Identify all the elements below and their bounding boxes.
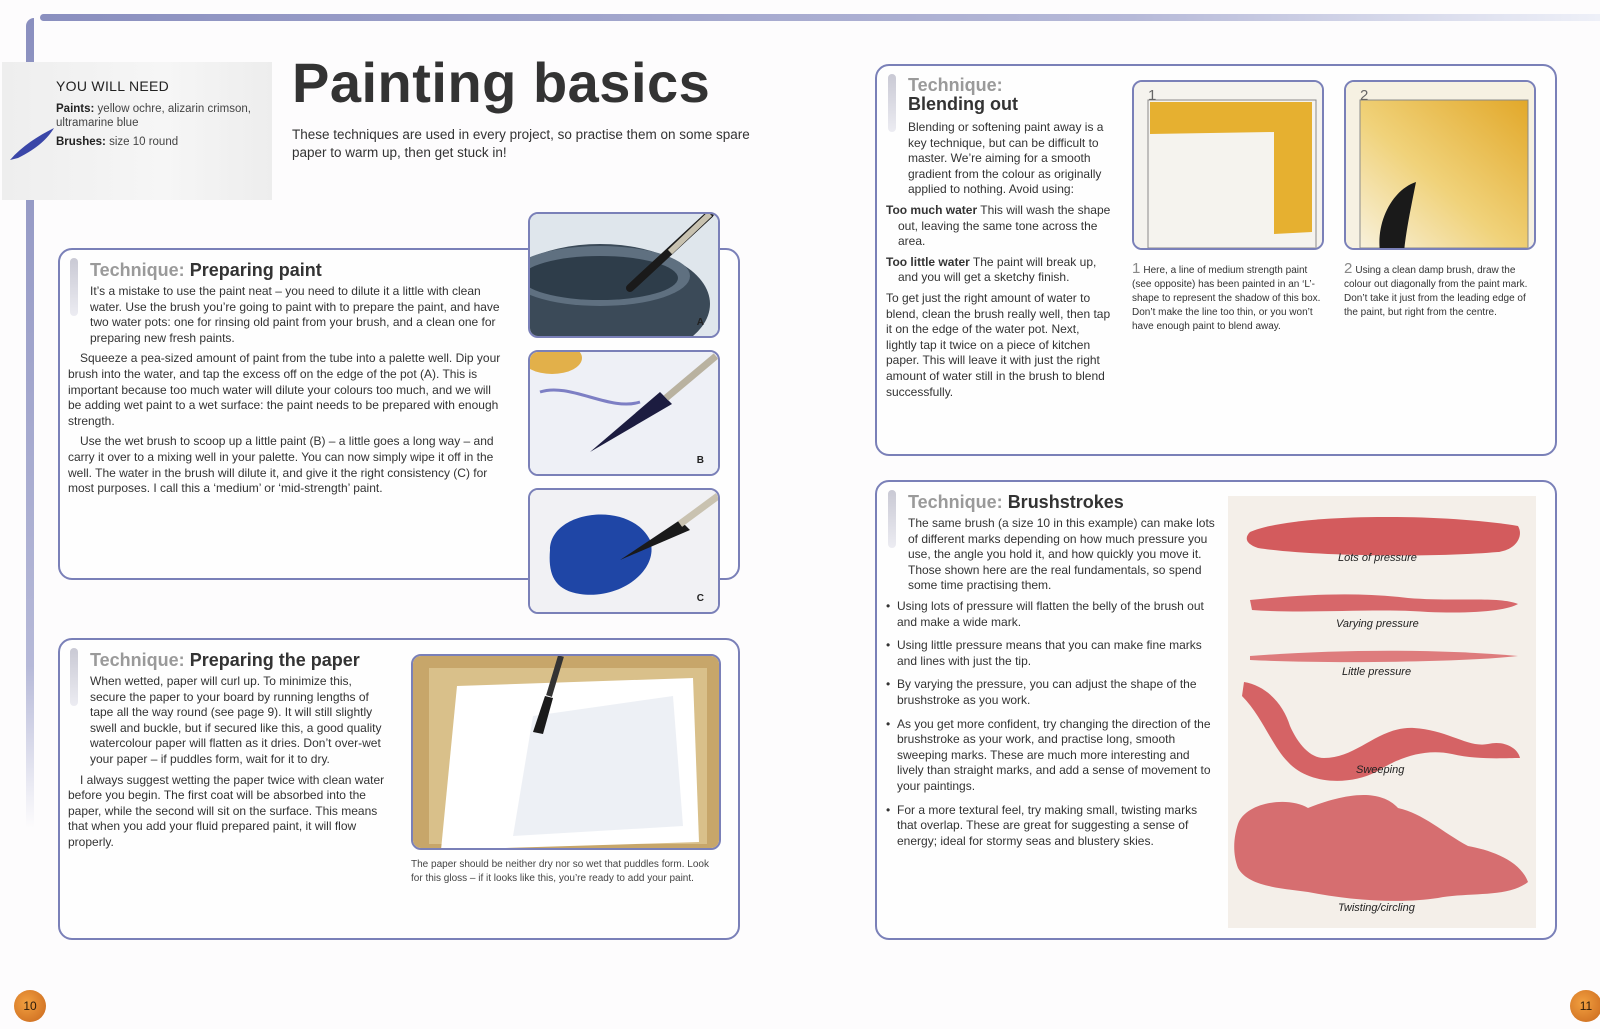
stroke-label: Varying pressure <box>1336 618 1419 630</box>
you-will-need-title: YOU WILL NEED <box>56 78 170 94</box>
photo-label-c: C <box>696 593 704 604</box>
brushstrokes-title: Technique: Brushstrokes <box>908 492 1124 512</box>
page-number-right: 11 <box>1570 990 1600 1022</box>
blend-step-2-image <box>1344 80 1536 250</box>
svg-text:1: 1 <box>1148 87 1157 104</box>
blend-step-2-caption: 2 Using a clean damp brush, draw the colour out diagonally from the paint mark. Don’t take it just from the leading edge of the paint, but right from the centre. <box>1344 260 1528 318</box>
brushstrokes-body: The same brush (a size 10 in this example) can make lots of different marks depending on how much pressure you use, the angle you hold it, and how quickly you move it. Those shown here are the real fundamentals, so spend some time practising them. • Using lots of pressure will flatten the belly of the brush out and make a wide mark. • Using little pressure means that you can make fine marks and lines with just the tip. • By varying the pressure, you can adjust the shape of the brushstroke as you work. • As you get more confident, try changing the direction of the brushstroke as your work, and practise long, smooth sweeping marks. These are much more interesting and lively than straight marks, and add a sense of movement to your paintings. • For a more textural feel, try making small, twisting marks that overlap. These are great for suggesting a sense of energy; ideal for stormy seas and blustery skies. <box>886 516 1216 857</box>
preparing-paper-title: Technique: Preparing the paper <box>90 650 360 670</box>
blended-paint-image <box>1346 82 1536 250</box>
list-item: • As you get more confident, try changing the direction of the brushstroke as your work, and practise long, smooth sweeping marks. These are much more interesting and lively than straight marks, and add a sense of movement to your paintings. <box>886 717 1216 795</box>
preparing-paper-body: When wetted, paper will curl up. To minimize this, secure the paper to your board by running lengths of tape all the way round (see page 9). It will still slightly swell and buckle, but if secured like this, a good quality watercolour paper will flatten as it dries. Don’t over-wet your paper – if puddles form, wait for it to dry. I always suggest wetting the paper twice with clean water before you begin. The first coat will be absorbed into the paper, while the second will sit on the surface. This means that when you add your fluid prepared paint, it will flow properly. <box>68 674 385 849</box>
paper-photo-caption: The paper should be neither dry nor so wet that puddles form. Look for this gloss – if it looks like this, you’re ready to add your paint. <box>411 859 709 884</box>
preparing-paint-body: It’s a mistake to use the paint neat – you need to dilute it a little with clean water. Use the brush you’re going to paint with to prepare the paint, and have two water pots: one for rinsing old paint from your brush, and a clean one for preparing new fresh paints. Squeeze a pea-sized amount of paint from the tube into a palette well. Dip your brush into the water, and tap the excess off on the edge of the pot (A). This is important because too much water will dilute your colours too much, and we will be adding wet paint to a wet surface: the paint needs to be prepared with enough strength. Use the wet brush to scoop up a little paint (B) – a little goes a long way – and carry it over to a mixing well in your palette. You can now simply wipe it off in the well. The water in the brush will dilute it, and give it the right consistency (C) for most purposes. I call this a ‘medium’ or ‘mid-strength’ paint. <box>68 284 501 496</box>
photo-label-a: A <box>696 317 704 328</box>
brush-loading-photo <box>530 352 720 476</box>
l-shape-paint-image <box>1134 82 1324 250</box>
photo-a <box>528 212 720 338</box>
photo-c <box>528 488 720 614</box>
stroke-label: Little pressure <box>1342 666 1412 678</box>
blend-step-1-caption: 1 Here, a line of medium strength paint (see opposite) has been painted in an ‘L’-shape to represent the shadow of this box. Don’t make the line too thin, or you won’t have enough paint to blend away. <box>1132 260 1321 332</box>
paper-board-photo <box>413 656 721 850</box>
top-border-rule <box>40 14 1600 21</box>
photo-b <box>528 350 720 476</box>
list-item: • By varying the pressure, you can adjust the shape of the brushstroke as you work. <box>886 677 1216 708</box>
wet-paper-photo <box>411 654 721 850</box>
stroke-label: Lots of pressure <box>1338 552 1417 564</box>
list-item: • For a more textural feel, try making small, twisting marks that overlap. These are great for suggesting a sense of energy; ideal for stormy seas and blustery skies. <box>886 803 1216 850</box>
stroke-label: Sweeping <box>1356 764 1405 776</box>
paints-line: Paints: yellow ochre, alizarin crimson, ultramarine blue <box>56 103 251 129</box>
brushstroke-examples <box>1228 496 1536 928</box>
stroke-label: Twisting/circling <box>1338 902 1415 914</box>
svg-text:2: 2 <box>1360 87 1369 104</box>
page-title: Painting basics <box>292 51 711 114</box>
photo-label-b: B <box>696 455 704 466</box>
blending-out-title: Technique: Blending out <box>908 75 1018 114</box>
brushes-line: Brushes: size 10 round <box>56 136 179 148</box>
list-item: • Using lots of pressure will flatten the belly of the brush out and make a wide mark. <box>886 599 1216 630</box>
blend-step-1-image <box>1132 80 1324 250</box>
blending-out-body: Blending or softening paint away is a key technique, but can be difficult to master. We’re aiming for a smooth gradient from the colour as originally applied to nothing. Avoid using: Too much water This will wash the shape out, leaving the same tone across the area. Too little water The paint will break up, and you will get a sketchy finish. To get just the right amount of water to blend, clean the brush really well, then tap it on the edge of the water pot. Next, lightly tap it twice on a piece of kitchen paper. This will leave it with just the right amount of water still in the brush to blend successfully. <box>886 120 1111 399</box>
page-number-left: 10 <box>14 990 46 1022</box>
mixed-paint-photo <box>530 490 720 614</box>
intro-text: These techniques are used in every project, so practise them on some spare paper to warm up, then get stuck in! <box>292 127 750 160</box>
preparing-paint-title: Technique: Preparing paint <box>90 260 322 280</box>
water-pot-photo <box>530 214 720 338</box>
list-item: • Using little pressure means that you can make fine marks and lines with just the tip. <box>886 638 1216 669</box>
brushstrokes-bullet-list <box>886 599 1216 849</box>
